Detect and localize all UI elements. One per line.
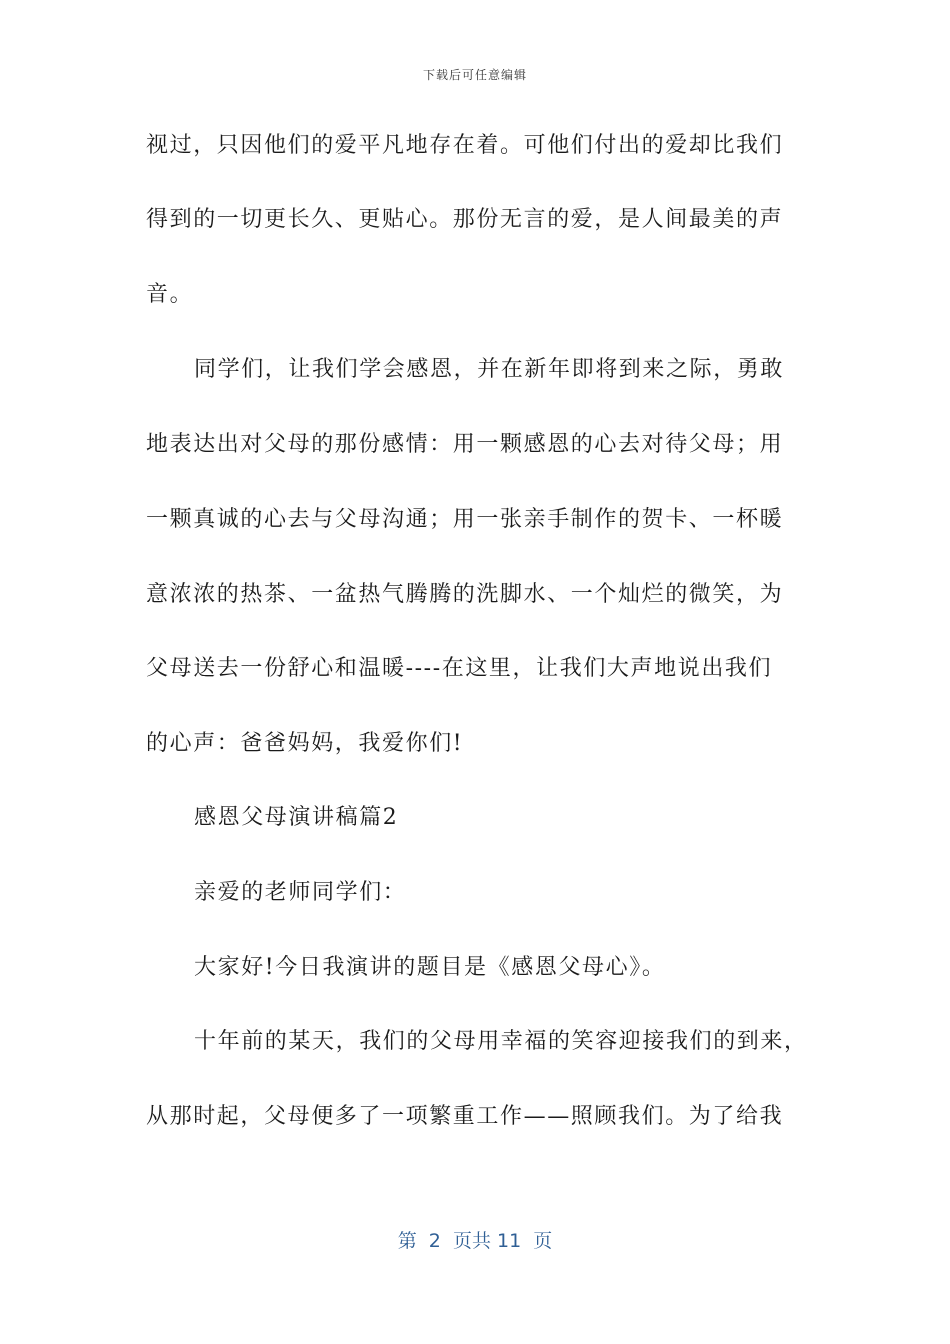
text-line: 地表达出对父母的那份感情：用一颗感恩的心去对待父母；用 (146, 432, 784, 457)
text-line: 得到的一切更长久、更贴心。那份无言的爱，是人间最美的声 (146, 207, 784, 232)
text-line: 的心声：爸爸妈妈，我爱你们! (146, 731, 464, 756)
text-line: 父母送去一份舒心和温暖----在这里，让我们大声地说出我们 (146, 656, 773, 681)
header-note: 下载后可任意编辑 (422, 68, 527, 82)
text-line: 意浓浓的热茶、一盆热气腾腾的洗脚水、一个灿烂的微笑，为 (146, 582, 784, 607)
text-line: 音。 (146, 282, 194, 307)
salutation: 亲爱的老师同学们： (194, 880, 407, 905)
text-line: 一颗真诚的心去与父母沟通；用一张亲手制作的贺卡、一杯暖 (146, 507, 784, 532)
text-line: 从那时起，父母便多了一项繁重工作——照顾我们。为了给我 (146, 1104, 784, 1129)
text-line: 视过，只因他们的爱平凡地存在着。可他们付出的爱却比我们 (146, 133, 784, 158)
page-number: 第 2 页共 11 页 (397, 1230, 553, 1252)
text-line: 十年前的某天，我们的父母用幸福的笑容迎接我们的到来， (194, 1029, 808, 1054)
text-line: 同学们，让我们学会感恩，并在新年即将到来之际，勇敢 (194, 357, 785, 382)
text-line: 大家好!今日我演讲的题目是《感恩父母心》。 (194, 955, 666, 980)
section-heading: 感恩父母演讲稿篇2 (194, 805, 399, 830)
